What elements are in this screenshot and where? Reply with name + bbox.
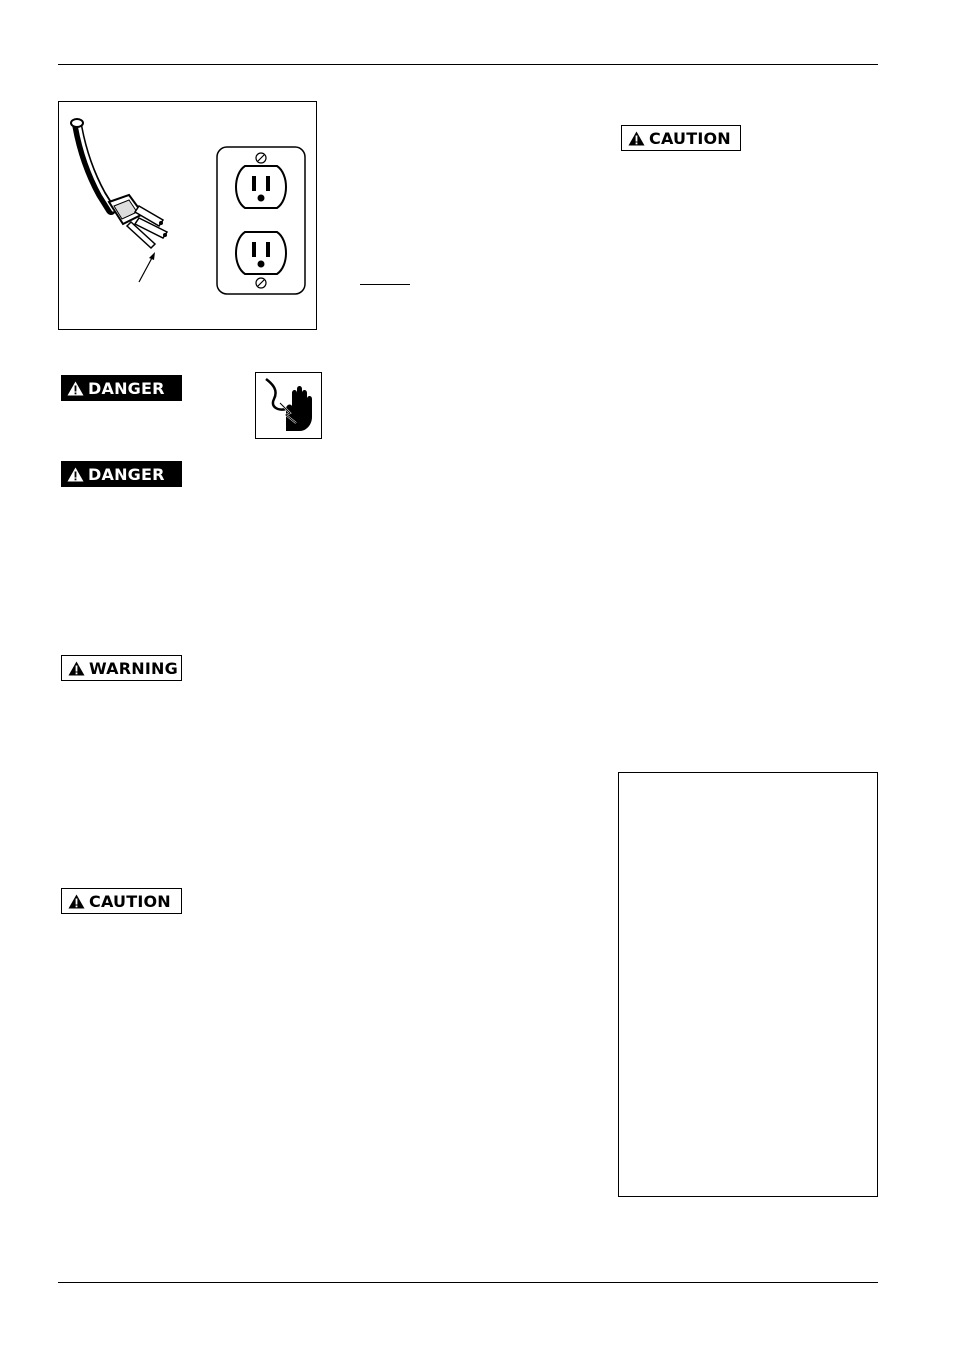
sidebar-note-box xyxy=(618,772,878,1197)
warning-triangle-icon xyxy=(67,467,84,482)
caution-label-right xyxy=(621,125,741,151)
duplex-outlet-icon xyxy=(217,147,305,294)
warning-triangle-icon xyxy=(67,381,84,396)
danger-text: DANGER xyxy=(88,378,165,398)
grounded-plug-icon xyxy=(71,119,167,248)
footer-rule xyxy=(58,1282,878,1283)
caution-text: CAUTION xyxy=(89,891,171,911)
warning-triangle-icon xyxy=(628,131,645,146)
warning-label xyxy=(61,655,182,681)
pointer-arrow-icon xyxy=(139,252,155,282)
header-rule xyxy=(58,64,878,65)
electric-shock-hand-icon xyxy=(256,373,323,440)
heading-underline xyxy=(360,284,410,285)
caution-text: CAUTION xyxy=(649,128,731,148)
plug-outlet-figure xyxy=(58,101,317,330)
danger-label-2 xyxy=(61,461,182,487)
warning-triangle-icon xyxy=(68,661,85,676)
caution-label-left xyxy=(61,888,182,914)
warning-triangle-icon xyxy=(68,894,85,909)
electric-shock-symbol xyxy=(255,372,322,439)
warning-text: WARNING xyxy=(89,658,178,678)
danger-text: DANGER xyxy=(88,464,165,484)
danger-label xyxy=(61,375,182,401)
